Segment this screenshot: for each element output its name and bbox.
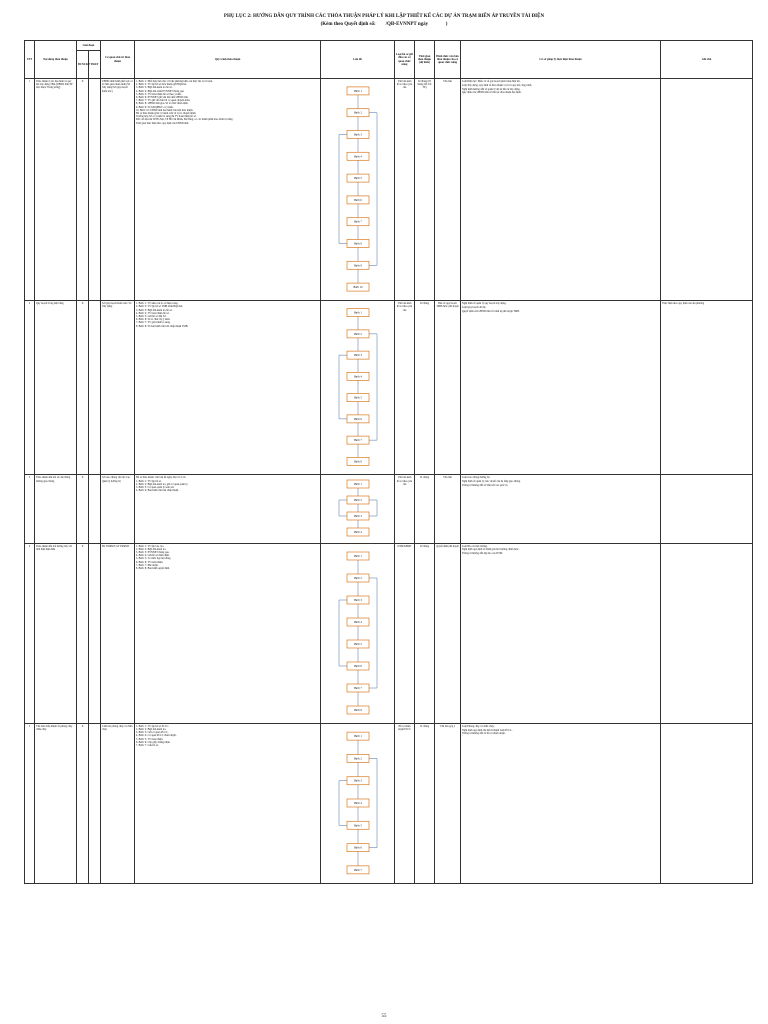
process-step: 7. Bước 7: Phê duyệt. [136, 563, 159, 567]
row-result: Văn bản [435, 79, 461, 301]
process-step: 1. Bước 1: TV lập hồ sơ PCCC. [136, 724, 169, 728]
row-attach: Hồ sơ thẩm duyệt PCCC [395, 723, 415, 883]
legal-basis-item: Thông tư hướng dẫn về đấu nối vào quốc lộ. [462, 484, 509, 487]
process-step: 8. Bước 8: UBND tỉnh giao Sở tổ chức thẩm định. [136, 102, 189, 106]
process-step: 6. Bước 6: Sở tổ chức lấy ý kiến. [136, 318, 171, 322]
row-notes [661, 543, 753, 723]
flow-feedback-loop [369, 334, 377, 440]
flow-feedback-loop [369, 500, 377, 516]
row-process [135, 723, 321, 883]
flowchart [322, 545, 394, 721]
flow-step-label: Bước 6 [354, 846, 362, 850]
flow-step-label: Bước 2 [354, 757, 362, 761]
legal-basis-item: Thông tư hướng dẫn lập báo cáo ĐTM. [462, 552, 503, 556]
row-stt: 1 [25, 79, 35, 301]
row-tkkt [89, 543, 101, 723]
process-step: 4. Bước 4: Cơ quan PCCC thẩm duyệt. [136, 734, 177, 738]
legal-basis-item: Thông tư hướng dẫn về hồ sơ thẩm duyệt. [462, 732, 506, 736]
flow-step-label: Bước 9 [354, 264, 362, 268]
legal-basis-item: Nghị định về quản lý, bảo vệ kết cấu hạ tầng giao thông. [462, 480, 521, 484]
row-process [135, 301, 321, 475]
flow-step-label: Bước 7 [354, 220, 362, 224]
legal-basis-item: Luật Xây dựng: quy định về thỏa thuận vị trí và quy mô công trình. [462, 83, 532, 87]
row-tkkt [89, 475, 101, 543]
document-subtitle [0, 22, 768, 27]
legal-basis-item: Quyết định của UBND tỉnh về trình tự phê duyệt TMB. [462, 309, 520, 313]
row-content: Thỏa thuận vị trí/ địa điểm và quy mô xây dựng TBA (UBND tỉnh/TP trực thuộc Trung ương) [35, 79, 77, 301]
row-agency: Sở Quy hoạch Kiến trúc/ Sở Xây dựng [101, 301, 135, 475]
flowchart [322, 476, 394, 540]
process-step: 5. Bước 5: TV hoàn thiện. [136, 737, 164, 741]
row-flow [321, 79, 395, 301]
legal-basis-item: Luật Bảo vệ môi trường. [462, 544, 488, 548]
row-basis [461, 723, 661, 883]
legal-basis-item: Luật Điện lực: Điều 12 về quy hoạch phát triển điện lực. [462, 80, 521, 83]
process-step: 9. Bước 9: Sở XD/QHKT có ý kiến. [136, 105, 174, 109]
row-process [135, 475, 321, 543]
process-step: 8. Bước 8: Ban hành quyết định. [136, 567, 170, 571]
flow-step-label: Bước 2 [354, 111, 362, 115]
process-step: 4. Bước 4: BQLDA trình EVNNPT thông qua. [136, 89, 185, 93]
flow-step-label: Bước 2 [354, 333, 362, 337]
process-step: 5. Bước 5: Tổ chức họp hội đồng. [136, 557, 172, 561]
process-step: 2. Bước 2: BQLDA kiểm tra. [136, 728, 167, 732]
process-step: 1. Bước 1: Phối hợp làm việc với địa phương khảo sát thực địa vị trí trạm. [136, 80, 213, 83]
flow-step-label: Bước 4 [354, 531, 362, 535]
legal-basis-item: Quy định của UBND tỉnh về thủ tục thỏa thuận địa điểm. [462, 91, 522, 95]
process-step: 3. Bước 3: BQLDA kiểm tra hồ sơ. [136, 308, 173, 312]
row-stt: 3 [25, 475, 35, 543]
flow-step-label: Bước 10 [353, 286, 363, 290]
table-row [25, 723, 753, 883]
flow-step-label: Bước 5 [354, 824, 362, 828]
flow-feedback-loop [369, 578, 377, 688]
document-title: PHỤ LỤC 2: HƯỚNG DẪN QUY TRÌNH CÁC THỎA THUẬN PHÁP LÝ KHI LẬP THIẾT KẾ CÁC DỰ ÁN TRẠM BIẾN ÁP TRUYỀN TẢI ĐIỆN [223, 14, 545, 19]
header-content: Nội dung thỏa thuận [35, 41, 77, 79]
flow-step-label: Bước 5 [354, 396, 362, 400]
process-step: 3. Bước 3: Gửi cơ quan PCCC. [136, 731, 169, 735]
process-step: 4. Bước 4: Ban hành văn bản chấp thuận. [136, 489, 179, 493]
process-step: Trường hợp Sở có ý kiến bổ sung thì TV hoàn thiện hồ sơ. [136, 115, 197, 119]
row-content: Quy hoạch Tổng mặt bằng [35, 301, 77, 475]
legal-basis-item: Nghị định quy định chi tiết thi hành Luật PCCC. [462, 728, 513, 732]
flow-step-label: Bước 1 [354, 311, 362, 315]
process-step: 2. Bước 2: TV lập hồ sơ thỏa thuận gửi BQLDA. [136, 83, 187, 87]
flow-step-label: Bước 7 [354, 686, 362, 690]
flow-step-label: Bước 2 [354, 499, 362, 503]
table-row [25, 79, 753, 301]
header-attach: Loại hồ sơ gửi đến các cơ quan chức năng [395, 41, 415, 79]
row-content: Thỏa thuận đấu nối vào hệ thống đường giao thông [35, 475, 77, 543]
legal-basis-item: Luật Giao thông đường bộ. [462, 476, 491, 480]
process-step: 1. Bước 1: TV lập báo cáo. [136, 544, 165, 548]
process-step: Hồ sơ thỏa thuận: văn bản đề nghị, bản vẽ vị trí. [136, 476, 186, 480]
subtitle-mid: /QĐ-EVNNPT ngày [385, 22, 429, 27]
row-attach: Văn bản kèm hồ sơ theo yêu cầu [395, 301, 415, 475]
row-result: Văn bản góp ý [435, 723, 461, 883]
row-time: 02 tháng [415, 301, 435, 475]
row-bcnckt: X [77, 301, 89, 475]
process-step: 8. Bước 8: Sở ban hành văn bản chấp thuận TMB. [136, 324, 189, 328]
flow-step-label: Bước 1 [354, 554, 362, 558]
flow-step-label: Bước 3 [354, 354, 362, 358]
row-result: Văn bản [435, 475, 461, 543]
flow-feedback-loop [339, 135, 347, 244]
process-step: 10. Bước 10: UBND tỉnh ban hành văn bản thỏa thuận. [136, 108, 194, 112]
flow-step-label: Bước 3 [354, 598, 362, 602]
row-basis [461, 79, 661, 301]
table-row [25, 301, 753, 475]
row-attach: Văn bản kèm hồ sơ theo yêu cầu [395, 79, 415, 301]
process-step: 5. Bước 5: TV hoàn thiện hồ sơ theo ý kiến. [136, 92, 182, 96]
flow-feedback-loop [339, 600, 347, 666]
header-tkkt: TKKT [89, 51, 101, 79]
subtitle-left: (Kèm theo Quyết định số: [320, 22, 376, 27]
process-step: 4. Bước 4: Gửi hồ sơ thẩm định. [136, 554, 170, 558]
legal-basis-item: Nghị định về quản lý quy hoạch xây dựng. [462, 302, 507, 306]
flow-step-label: Bước 4 [354, 801, 362, 805]
row-bcnckt: X [77, 543, 89, 723]
process-step: 7. Bước 7: TV giải trình bổ sung. [136, 321, 171, 325]
row-notes: Thực hiện theo quy định của địa phương [661, 301, 753, 475]
row-notes [661, 79, 753, 301]
row-agency: Cảnh sát phòng cháy và chữa cháy [101, 723, 135, 883]
row-stt: 5 [25, 723, 35, 883]
flow-step-label: Bước 8 [354, 460, 362, 464]
flow-step-label: Bước 3 [354, 515, 362, 519]
flow-feedback-loop [339, 781, 347, 826]
flow-step-label: Bước 5 [354, 177, 362, 181]
row-bcnckt: X [77, 475, 89, 543]
row-bcnckt: X [77, 723, 89, 883]
subtitle-right: ) [445, 22, 448, 27]
process-step: Hồ sơ thỏa thuận gồm: tờ trình, bản vẽ vị trí, thuyết minh. [136, 112, 197, 116]
row-attach: ĐTM/KBMT [395, 543, 415, 723]
header-basis: Cơ sở pháp lý thực hiện thỏa thuận [461, 41, 661, 79]
flow-step-label: Bước 4 [354, 155, 362, 159]
row-time: 02 tháng [415, 543, 435, 723]
row-agency: Sở Giao thông vận tải/ Cục Quản lý đường bộ [101, 475, 135, 543]
process-step: 2. Bước 2: TV lập hồ sơ TMB trình BQLDA. [136, 305, 184, 309]
process-step: 2. Bước 2: BQLDA kiểm tra, gửi cơ quan quản lý. [136, 482, 189, 486]
flow-feedback-loop [369, 113, 377, 266]
header-result: Hình thức văn bản thỏa thuận của cơ quan chức năng [435, 41, 461, 79]
flowchart [322, 725, 394, 881]
legal-basis-item: Nghị định hướng dẫn về quản lý dự án đầu tư xây dựng. [462, 87, 521, 91]
row-time: 01 tháng [415, 475, 435, 543]
row-flow [321, 723, 395, 883]
row-basis [461, 301, 661, 475]
process-step: 6. Bước 6: TV hoàn thiện. [136, 560, 164, 564]
process-step: 6. Bước 6: EVNNPT gửi văn bản đến UBND tỉnh. [136, 96, 189, 100]
flow-step-label: Bước 1 [354, 483, 362, 487]
legal-basis-item: Nghị định quy định về đánh giá môi trường chiến lược. [462, 548, 520, 552]
row-result: Bản vẽ quy hoạch TMB được phê duyệt [435, 301, 461, 475]
flow-step-label: Bước 1 [354, 89, 362, 93]
header-stt: STT [25, 41, 35, 79]
header-notes: Ghi chú [661, 41, 753, 79]
flow-step-label: Bước 1 [354, 734, 362, 738]
flow-step-label: Bước 6 [354, 418, 362, 422]
flow-step-label: Bước 5 [354, 642, 362, 646]
row-result: Quyết định phê duyệt [435, 543, 461, 723]
process-step: Thời gian thực hiện theo quy định của UBND tỉnh. [136, 121, 189, 125]
flowchart [322, 302, 394, 472]
row-bcnckt: X [77, 79, 89, 301]
row-tkkt [89, 301, 101, 475]
row-tkkt [89, 79, 101, 301]
page-number: 55 [381, 1014, 387, 1019]
row-notes [661, 723, 753, 883]
process-step: 7. Bước 7: Lưu hồ sơ. [136, 744, 159, 748]
process-step: 3. Bước 3: BQLDA kiểm tra hồ sơ. [136, 86, 173, 90]
row-time: 01 tháng [415, 723, 435, 883]
row-agency: UBND tỉnh thành phố trực có sở liên quan tham mưu (Sở Xây dựng/Sở Quy hoạch Kiến trúc) [101, 79, 135, 301]
row-agency: Bộ TN&MT/ Sở TN&MT [101, 543, 135, 723]
header-group: Giai đoạn [77, 41, 101, 51]
header-bcnckt: BCNCKT [77, 51, 89, 79]
flow-feedback-loop [339, 500, 347, 516]
flow-step-label: Bước 7 [354, 439, 362, 443]
process-step: Đối với địa bàn TP Hà Nội, TP Hồ Chí Minh, Đà Nẵng: có các thành phần theo trình tự riêng. [136, 118, 234, 122]
process-step: 4. Bước 4: TV hoàn thiện hồ sơ. [136, 311, 170, 315]
row-process [135, 79, 321, 301]
row-tkkt [89, 723, 101, 883]
flow-step-label: Bước 6 [354, 198, 362, 202]
flow-step-label: Bước 7 [354, 868, 362, 872]
row-flow [321, 475, 395, 543]
flow-feedback-loop [339, 355, 347, 419]
legal-basis-item: Luật Quy hoạch đô thị. [462, 306, 486, 309]
header-flow: Lưu đồ [321, 41, 395, 79]
header-agency: Cơ quan chủ trì thỏa thuận [101, 41, 135, 79]
row-stt: 4 [25, 543, 35, 723]
table-row [25, 475, 753, 543]
row-content: Văn bản chấp thuận về phòng cháy chữa cháy [35, 723, 77, 883]
flowchart [322, 80, 394, 298]
process-step: 3. Bước 3: EVNNPT thông qua. [136, 551, 170, 555]
header-time: Thời gian thỏa thuận (dự kiến) [415, 41, 435, 79]
row-time: 02 tháng (05 tháng đối với TP) [415, 79, 435, 301]
process-step: 1. Bước 1: TV khảo sát đo vẽ hiện trạng. [136, 302, 179, 306]
flow-step-label: Bước 4 [354, 620, 362, 624]
procedure-table [24, 40, 753, 884]
flow-step-label: Bước 3 [354, 779, 362, 783]
process-step: 6. Bước 6: Cấp giấy chứng nhận. [136, 740, 171, 744]
row-notes [661, 475, 753, 543]
header-process: Quy trình thỏa thuận [135, 41, 321, 79]
row-flow [321, 543, 395, 723]
process-step: 5. Bước 5: Gửi hồ sơ đến Sở. [136, 315, 167, 319]
row-flow [321, 301, 395, 475]
process-step: 2. Bước 2: BQLDA kiểm tra. [136, 547, 167, 551]
row-content: Thỏa thuận đấu nối đường dây với lưới điện hiện hữu [35, 543, 77, 723]
row-process [135, 543, 321, 723]
flow-step-label: Bước 6 [354, 664, 362, 668]
process-step: 3. Bước 3: Cơ quan quản lý xem xét. [136, 486, 175, 490]
flow-step-label: Bước 2 [354, 576, 362, 580]
flow-step-label: Bước 3 [354, 133, 362, 137]
row-attach: Văn bản kèm hồ sơ theo yêu cầu [395, 475, 415, 543]
flow-step-label: Bước 8 [354, 242, 362, 246]
flow-step-label: Bước 4 [354, 375, 362, 379]
process-step: 1. Bước 1: TV lập hồ sơ. [136, 479, 162, 483]
process-step: 7. Bước 7: TV gửi văn bản tới cơ quan chuyên môn. [136, 99, 191, 103]
row-basis [461, 475, 661, 543]
legal-basis-item: Luật Phòng cháy và chữa cháy. [462, 724, 495, 728]
flow-step-label: Bước 8 [354, 708, 362, 712]
flow-feedback-loop [369, 758, 377, 847]
row-basis [461, 543, 661, 723]
table-row [25, 543, 753, 723]
row-stt: 2 [25, 301, 35, 475]
